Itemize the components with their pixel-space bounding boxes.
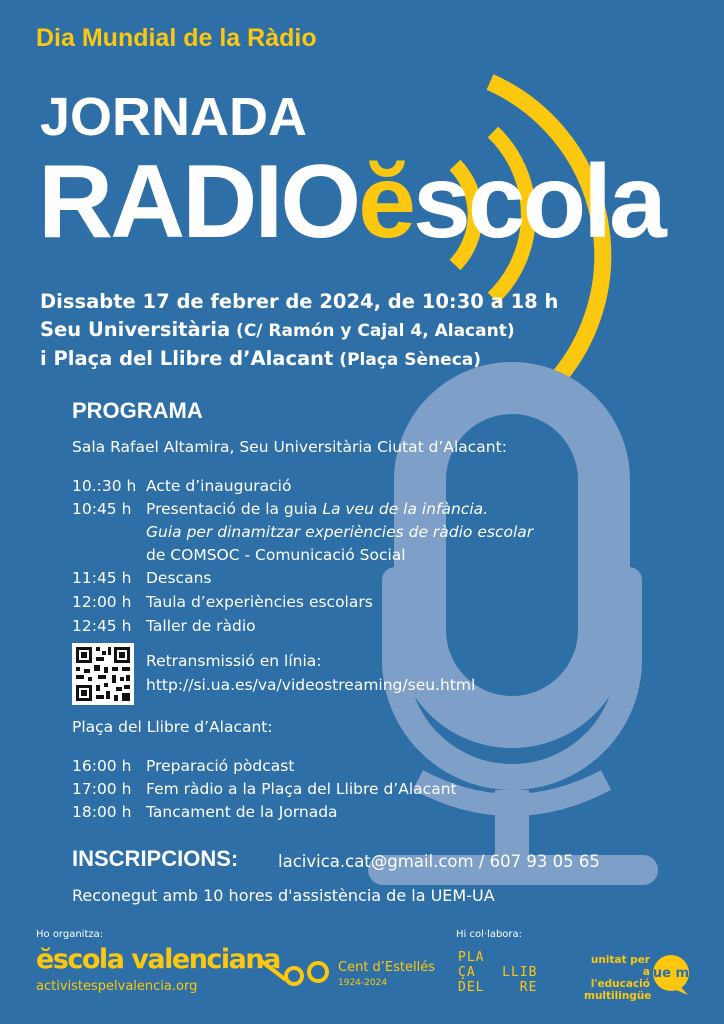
schedule-text: Tancament de la Jornada <box>146 803 338 821</box>
schedule-time: 10.:30 h <box>72 477 137 495</box>
schedule-text: Taula d’experiències escolars <box>146 593 373 611</box>
world-radio-day-label: Dia Mundial de la Ràdio <box>36 24 317 52</box>
venue-2-address: (Plaça Sèneca) <box>333 350 482 370</box>
schedule-text: Descans <box>146 569 212 587</box>
cent-estelles-logo-icon <box>256 954 332 988</box>
schedule-guide-publisher: de COMSOC - Comunicació Social <box>146 546 406 564</box>
venue-2-name: i Plaça del Llibre d’Alacant <box>40 347 334 370</box>
placa-del-llibre-logo: PLA ÇA LLIB DEL RE <box>458 950 538 995</box>
schedule-text: Presentació de la guia <box>146 500 323 518</box>
e-breve-icon <box>466 445 558 664</box>
schedule-time: 18:00 h <box>72 803 132 821</box>
schedule-row <box>72 477 291 495</box>
schedule-row <box>72 617 256 635</box>
event-date: Dissabte 17 de febrer de 2024, de 10:30 a 18 h <box>40 290 559 313</box>
escola-valenciana-logo: ĕscola valenciana <box>36 944 280 975</box>
venue-1-label: Sala Rafael Altamira, Seu Universitària Ciutat d’Alacant: <box>72 438 507 456</box>
inscripcions-contact[interactable]: lacivica.cat@gmail.com / 607 93 05 65 <box>278 852 600 871</box>
schedule-text: Fem ràdio a la Plaça del Llibre d’Alacant <box>146 780 457 798</box>
schedule-row <box>72 500 488 518</box>
title-radioescola <box>38 144 664 260</box>
event-venue-2 <box>40 347 481 370</box>
uem-logo-icon <box>650 952 692 998</box>
organizer-url[interactable]: activistespelvalencia.org <box>36 979 198 994</box>
cent-estelles-years: 1924-2024 <box>338 978 388 988</box>
schedule-row <box>72 593 373 611</box>
schedule-guide-title: La veu de la infància. <box>322 500 489 518</box>
uem-badge-text: ue m <box>652 966 690 981</box>
title-e-breve: ĕ <box>358 144 413 260</box>
title-radio: RADIO <box>38 144 359 260</box>
cent-estelles-title: Cent d’Estellés <box>338 960 436 975</box>
schedule-time: 12:45 h <box>72 617 132 635</box>
venue-1-name: Seu Universitària <box>40 318 231 341</box>
schedule-row <box>72 803 338 821</box>
schedule-text: Taller de ràdio <box>146 617 256 635</box>
recognition-note: Reconegut amb 10 hores d'assistència de la UEM-UA <box>72 886 495 905</box>
qr-code-icon[interactable] <box>72 643 134 705</box>
uem-logo-text: unitat per a l'educació multilingüe <box>584 954 652 1002</box>
programa-heading: PROGRAMA <box>72 398 203 423</box>
schedule-text: Acte d’inauguració <box>146 477 292 495</box>
stream-label: Retransmissió en línia: <box>146 652 322 670</box>
schedule-text: Preparació pòdcast <box>146 757 295 775</box>
venue-1-address: (C/ Ramón y Cajal 4, Alacant) <box>230 321 515 341</box>
schedule-time: 12:00 h <box>72 593 132 611</box>
event-venue-1 <box>40 318 515 341</box>
schedule-time: 10:45 h <box>72 500 132 518</box>
schedule-row <box>72 569 211 587</box>
organitza-label: Ho organitza: <box>36 929 104 940</box>
collabora-label: Hi col·labora: <box>456 929 523 940</box>
venue-2-label: Plaça del Llibre d’Alacant: <box>72 718 273 736</box>
microphone-icon <box>368 388 658 885</box>
inscripcions-heading: INSCRIPCIONS: <box>72 846 239 871</box>
title-jornada: JORNADA <box>40 87 308 147</box>
schedule-time: 11:45 h <box>72 569 132 587</box>
schedule-time: 16:00 h <box>72 757 132 775</box>
schedule-row <box>72 780 457 798</box>
schedule-row <box>72 757 294 775</box>
stream-link[interactable]: http://si.ua.es/va/videostreaming/seu.html <box>146 676 476 694</box>
schedule-time: 17:00 h <box>72 780 132 798</box>
schedule-guide-subtitle: Guia per dinamitzar experiències de ràdio escolar <box>146 523 534 541</box>
title-scola: scola <box>412 144 664 260</box>
